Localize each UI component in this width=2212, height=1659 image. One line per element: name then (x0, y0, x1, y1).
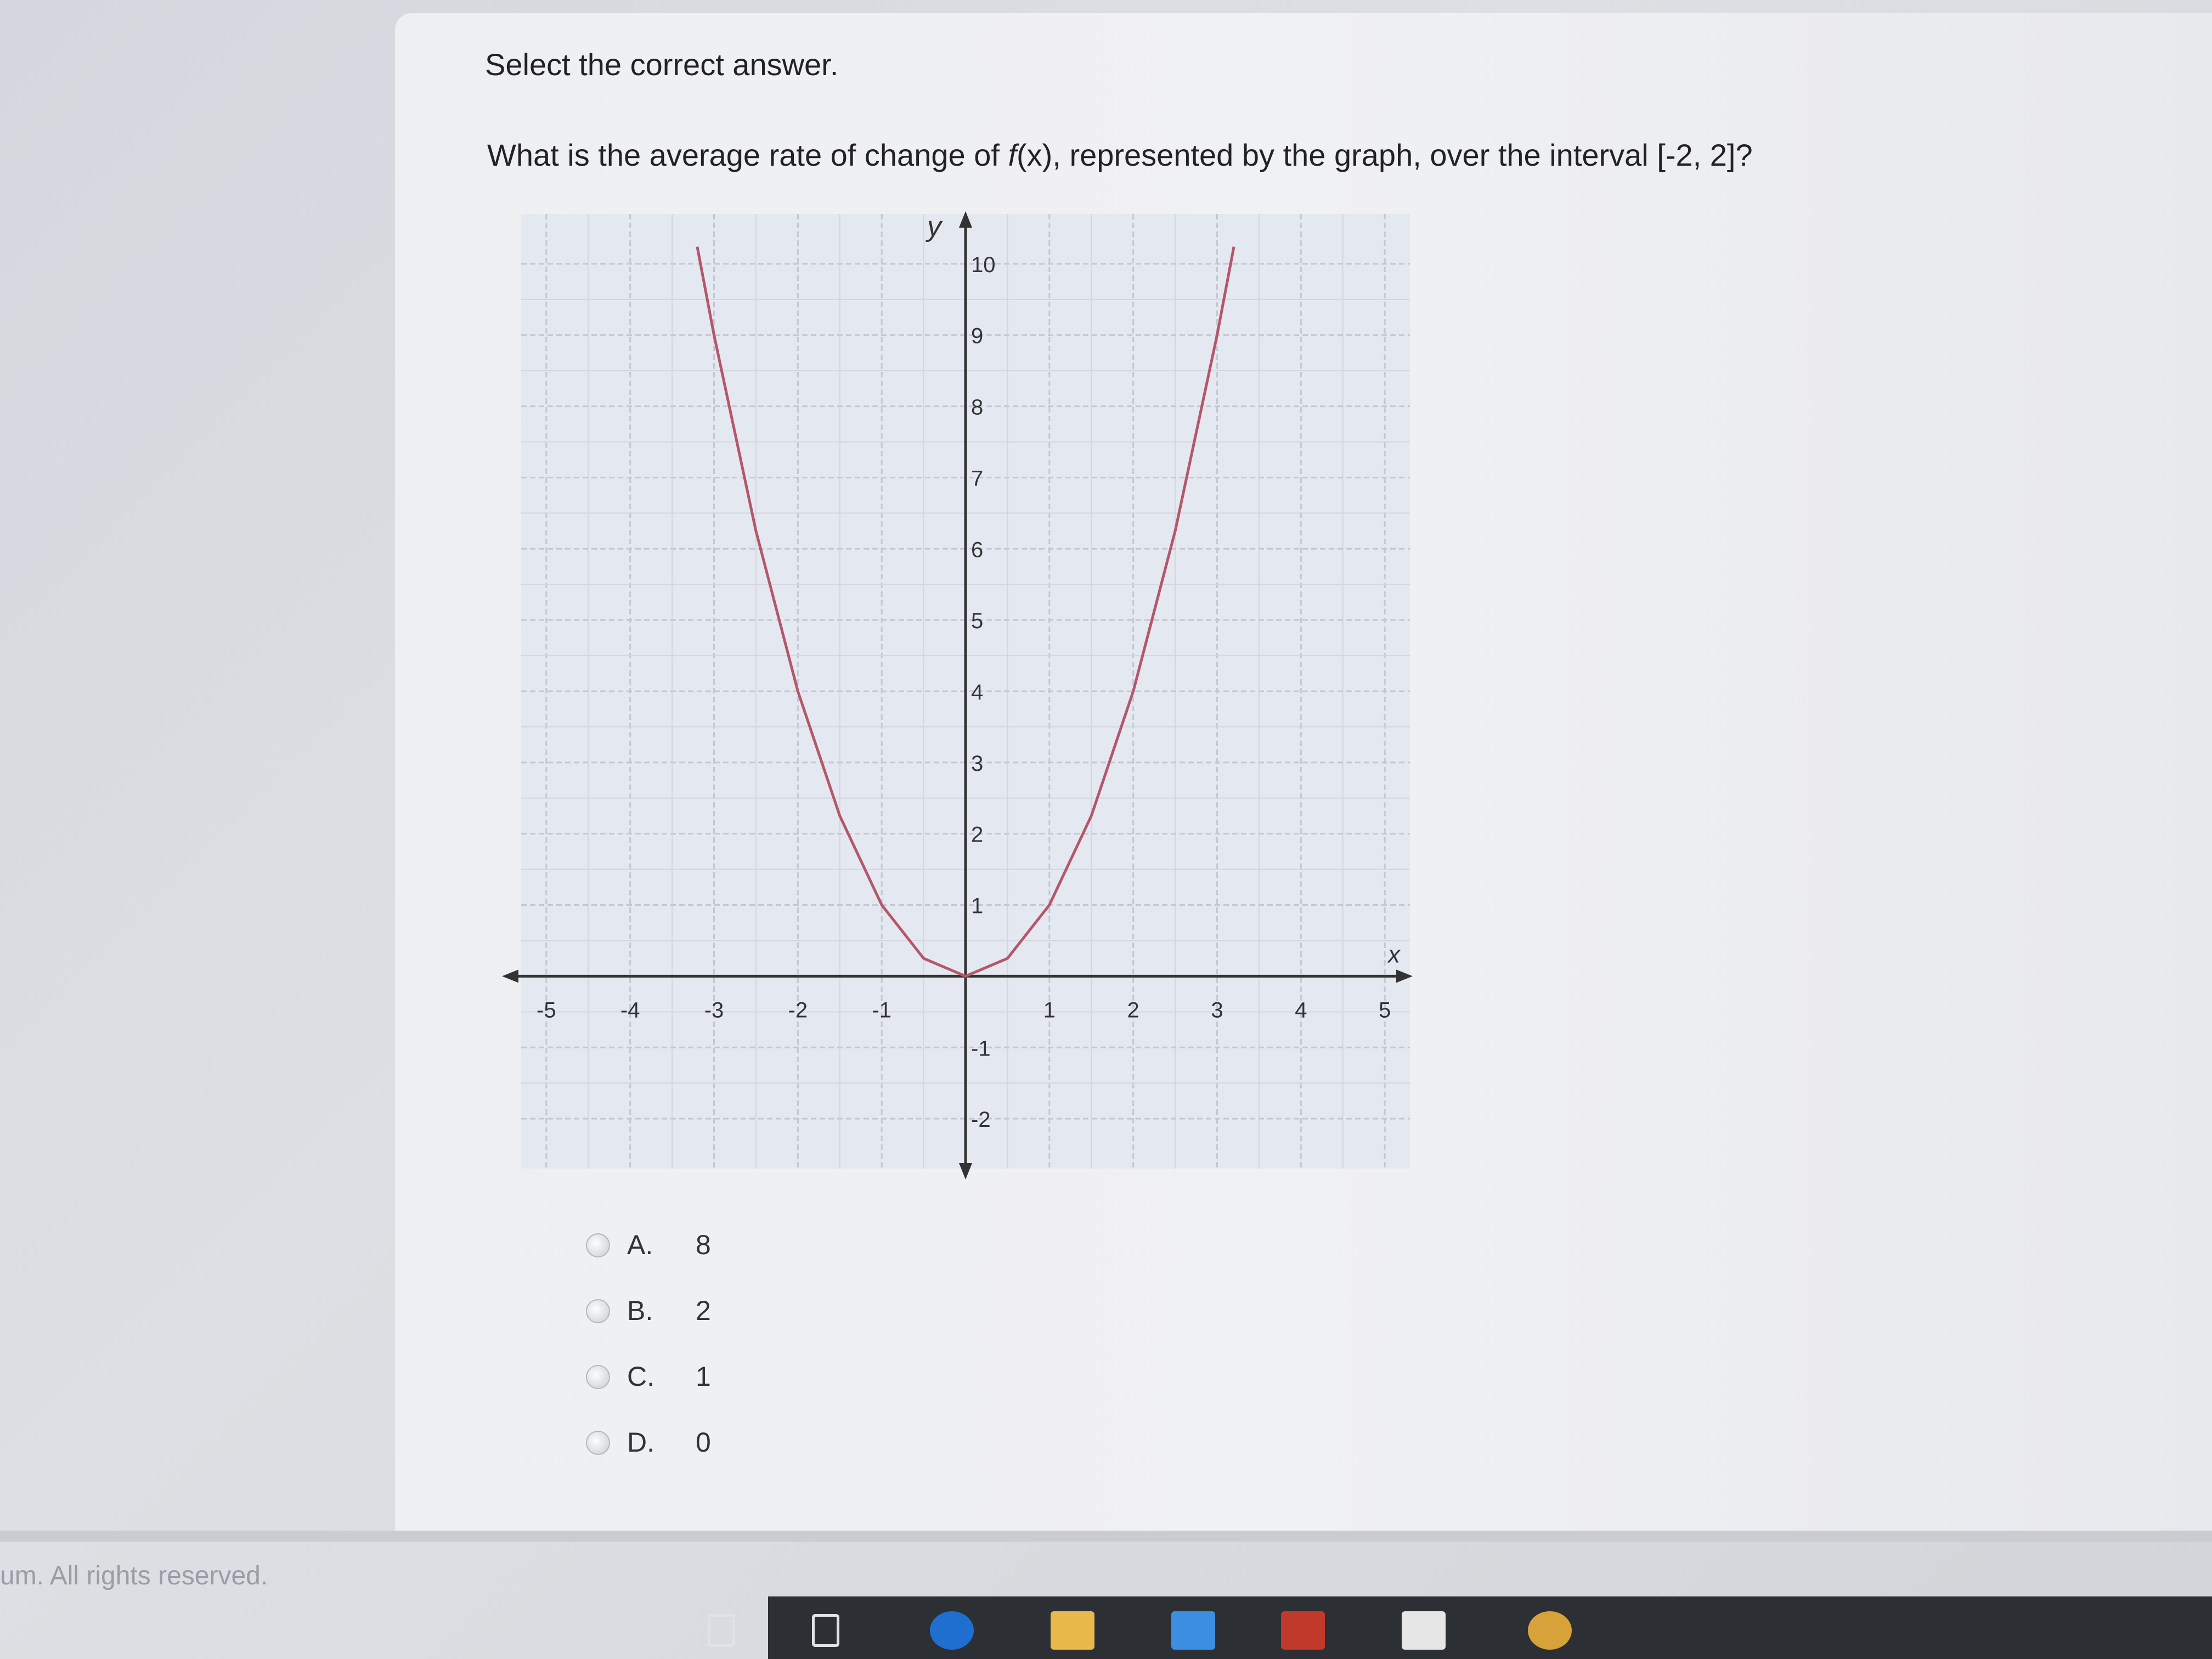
x-tick-label: -4 (620, 998, 640, 1023)
task-view-icon[interactable] (801, 1609, 850, 1652)
x-tick-label: -5 (537, 998, 556, 1023)
y-tick-label: 10 (971, 252, 996, 277)
choice-letter: A. (627, 1229, 653, 1260)
x-tick-label: 3 (1211, 998, 1223, 1023)
store-glyph (1171, 1611, 1215, 1650)
function-graph (488, 203, 1421, 1180)
x-tick-label: 1 (1043, 998, 1056, 1023)
y-axis-arrow-down (959, 1163, 972, 1180)
y-axis-label: y (927, 211, 941, 242)
radio-button[interactable] (586, 1431, 610, 1455)
y-tick-label: 2 (971, 822, 984, 847)
choice-letter: B. (627, 1295, 653, 1326)
copyright-text: um. All rights reserved. (0, 1561, 268, 1590)
choice-value: 0 (696, 1427, 711, 1458)
search-glyph (708, 1614, 735, 1647)
store-icon[interactable] (1169, 1609, 1218, 1652)
edge-browser-glyph (930, 1611, 974, 1650)
x-axis-label: x (1388, 941, 1400, 968)
chrome-glyph (1528, 1611, 1572, 1650)
choice-value: 1 (696, 1361, 711, 1392)
x-tick-label: -1 (872, 998, 891, 1023)
question-prefix: What is the average rate of change of (487, 138, 1008, 172)
choice-value: 2 (696, 1295, 711, 1326)
instruction-text: Select the correct answer. (485, 47, 839, 82)
radio-button[interactable] (586, 1365, 610, 1389)
x-tick-label: 4 (1295, 998, 1307, 1023)
question-suffix: (x), represented by the graph, over the interval [-2, 2]? (1017, 138, 1753, 172)
radio-button[interactable] (586, 1233, 610, 1257)
x-tick-label: 2 (1127, 998, 1139, 1023)
radio-button[interactable] (586, 1299, 610, 1323)
gift-app-glyph (1281, 1611, 1325, 1650)
mail-glyph (1402, 1611, 1446, 1650)
y-tick-label: 8 (971, 395, 984, 420)
question-text (487, 137, 1753, 173)
search-icon[interactable] (697, 1609, 746, 1652)
question-function-name: f (1008, 138, 1017, 172)
edge-browser-icon[interactable] (927, 1609, 977, 1652)
x-tick-label: -3 (704, 998, 724, 1023)
choice-value: 8 (696, 1229, 711, 1260)
mail-icon[interactable] (1399, 1609, 1448, 1652)
y-tick-label: 5 (971, 609, 984, 634)
choice-letter: C. (627, 1361, 654, 1392)
y-tick-label: 1 (971, 894, 984, 918)
y-tick-label: 9 (971, 324, 984, 348)
windows-taskbar (768, 1596, 2212, 1659)
y-tick-label: 3 (971, 751, 984, 776)
file-explorer-icon[interactable] (1048, 1609, 1097, 1652)
file-explorer-glyph (1051, 1611, 1094, 1650)
gift-app-icon[interactable] (1278, 1609, 1328, 1652)
x-axis-arrow-left (502, 969, 518, 983)
choice-letter: D. (627, 1427, 654, 1458)
y-tick-label: 7 (971, 466, 984, 491)
y-tick-label: 6 (971, 538, 984, 562)
y-tick-label: -1 (971, 1036, 991, 1061)
footer-divider (0, 1531, 2212, 1542)
chrome-icon[interactable] (1525, 1609, 1575, 1652)
y-tick-label: -2 (971, 1108, 991, 1132)
x-tick-label: -2 (788, 998, 808, 1023)
y-tick-label: 4 (971, 680, 984, 704)
task-view-glyph (812, 1614, 839, 1647)
x-tick-label: 5 (1379, 998, 1391, 1023)
